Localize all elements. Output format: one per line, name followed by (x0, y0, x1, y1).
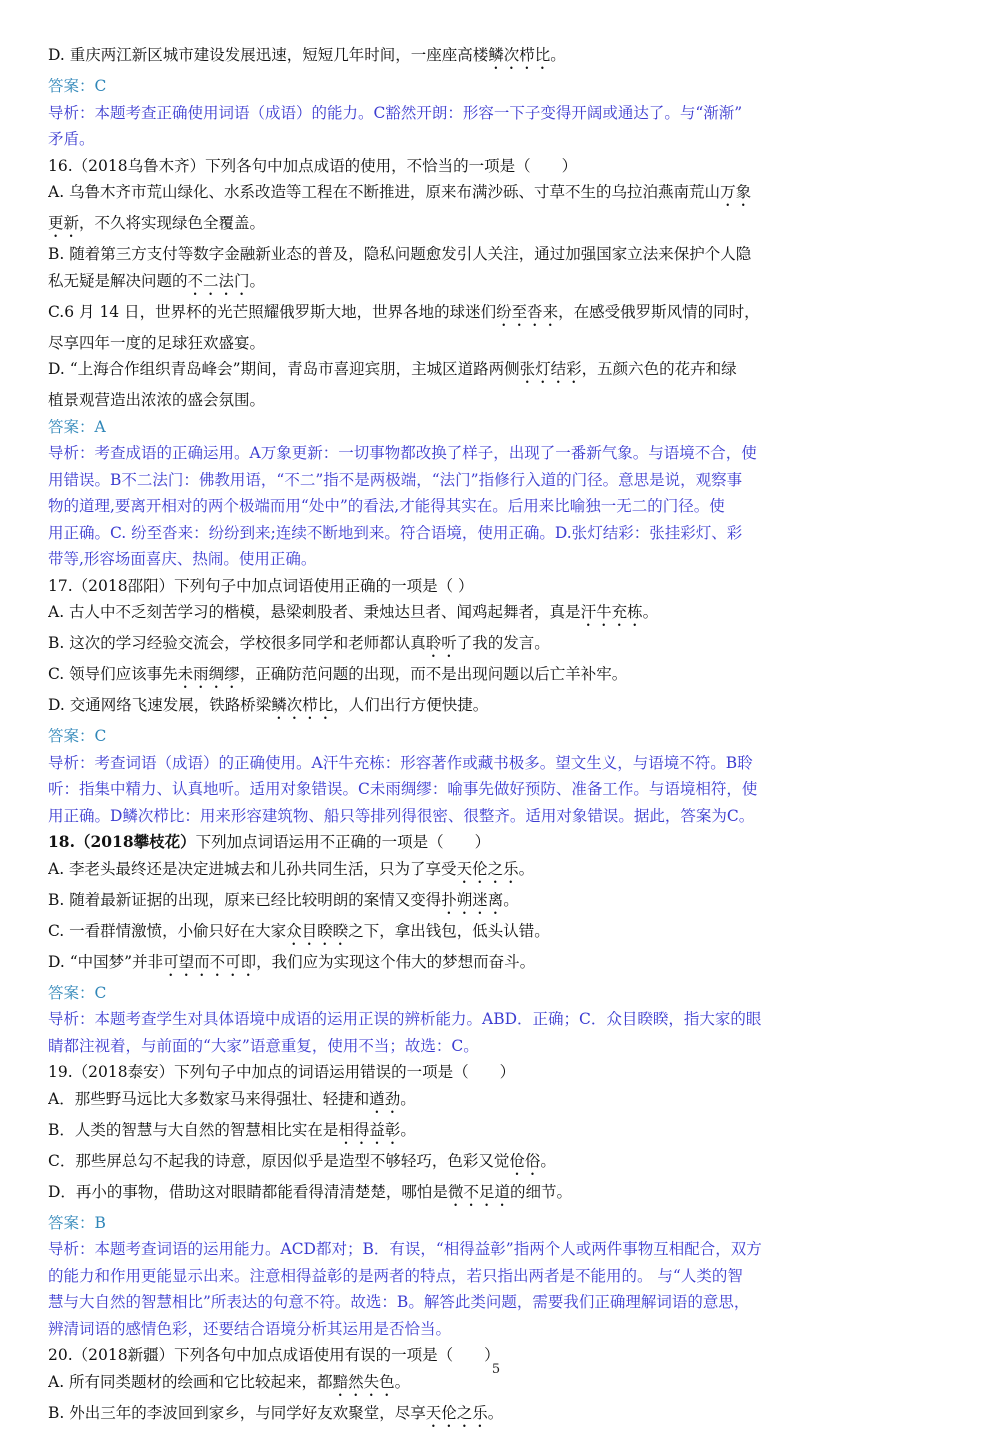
question-line (48, 856, 944, 887)
analysis-line (48, 126, 944, 153)
line-text: 。 (400, 1120, 416, 1139)
question-line (48, 179, 944, 210)
line-text: 答案：C (48, 983, 107, 1002)
question-line (48, 661, 944, 692)
question-line (48, 1117, 944, 1148)
emphasized-idiom: 汗牛充栋 (580, 603, 643, 621)
line-text: 睛都注视着，与前面的“大家”语意重复，使用不当；故选：C。 (48, 1036, 479, 1055)
question-line (48, 210, 944, 241)
analysis-line (48, 1236, 944, 1263)
analysis-line (48, 1316, 944, 1343)
question-line (48, 949, 944, 980)
line-text: 植景观营造出浓浓的盛会氛围。 (48, 391, 266, 409)
question-line (48, 630, 944, 661)
line-text: ，不久将实现绿色全覆盖。 (79, 214, 266, 232)
answer-line (48, 723, 944, 750)
line-text: C.6 月 14 日，世界杯的光芒照耀俄罗斯大地，世界各地的球迷们 (48, 302, 497, 321)
line-text: C. 领导们应该事先 (48, 665, 178, 683)
question-line (48, 887, 944, 918)
question-line (48, 42, 944, 73)
line-text: 导析：本题考查词语的运用能力。ACD都对；B．有误，“相得益彰”指两个人或两件事物互相配合，双方 (48, 1240, 762, 1258)
line-text: 带等,形容场面喜庆、热闹。使用正确。 (48, 550, 317, 568)
line-text: 用错误。B不二法门：佛教用语，“不二”指不是两极端，“法门”指修行入道的门径。意思是说，观察事 (48, 470, 743, 489)
line-text: D. “中国梦”并非 (48, 952, 164, 971)
emphasized-idiom: 扑朔迷离 (441, 890, 504, 909)
line-text: 。 (400, 1089, 416, 1108)
line-text: 。 (550, 46, 566, 64)
question-line (48, 1086, 944, 1117)
emphasized-idiom: 遒劲 (369, 1089, 401, 1108)
line-text: 听：指集中精力、认真地听。适用对象错误。C未雨绸缪：喻事先做好预防、准备工作。与语境相符，使 (48, 780, 758, 798)
line-text: 。 (503, 890, 519, 909)
answer-line (48, 1210, 944, 1237)
analysis-line (48, 1033, 944, 1060)
line-text: 用正确。D鳞次栉比：用来形容建筑物、船只等排列得很密、很整齐。适用对象错误。据此，答案为C。 (48, 806, 755, 825)
emphasized-idiom: 黯然失色 (332, 1372, 395, 1391)
emphasized-idiom: 天伦之乐 (456, 859, 519, 878)
line-text: 答案：A (48, 417, 106, 436)
line-text: 物的道理,要离开相对的两个极端而用“处中”的看法,才能得其实在。后用来比喻独一无二的门径。使 (48, 497, 725, 515)
answer-line (48, 73, 944, 100)
analysis-line (48, 546, 944, 573)
question-line (48, 829, 944, 856)
line-text: D. 交通网络飞速发展，铁路桥梁 (48, 696, 272, 714)
question-line (48, 573, 944, 600)
question-line (48, 330, 944, 357)
line-text: ，人们出行方便快捷。 (333, 696, 489, 714)
emphasized-idiom: 伧俗 (509, 1151, 541, 1170)
question-line (48, 1148, 944, 1179)
analysis-line (48, 776, 944, 803)
line-text: B. 随着第三方支付等数字金融新业态的普及，隐私问题愈发引人关注，通过加强国家立法来保护个人隐 (48, 245, 752, 263)
question-line (48, 1179, 944, 1210)
line-text: 答案：C (48, 77, 107, 95)
emphasized-idiom: 可望而不可即 (163, 952, 257, 971)
emphasized-idiom: 聆听 (425, 634, 457, 652)
question-line (48, 692, 944, 723)
analysis-line (48, 467, 944, 494)
answer-line (48, 980, 944, 1007)
line-text: 。 (642, 603, 659, 621)
line-text: 20.（2018新疆）下列各句中加点成语使用有误的一项是（ ） (48, 1346, 500, 1364)
line-text: 矛盾。 (48, 130, 95, 148)
line-text: 之下，拿出钱包，低头认错。 (348, 921, 550, 940)
emphasized-idiom: 张灯结彩 (519, 360, 582, 378)
line-text: 导析：考查成语的正确运用。A万象更新：一切事物都改换了样子，出现了一番新气象。与语境不合，使 (48, 444, 757, 462)
emphasized-idiom: 众目睽睽 (286, 921, 349, 940)
analysis-line (48, 520, 944, 547)
line-text: A. 乌鲁木齐市荒山绿化、水系改造等工程在不断推进，原来布满沙砾、寸草不生的乌拉泊燕南荒山 (48, 183, 721, 201)
question-line (48, 241, 944, 268)
line-text: 导析：考查词语（成语）的正确使用。A汗牛充栋：形容著作或藏书极多。望文生义，与语境不符。B聆 (48, 753, 753, 772)
line-text: 。 (394, 1372, 411, 1391)
line-text: A. 所有同类题材的绘画和它比较起来，都 (48, 1372, 333, 1391)
analysis-line (48, 1006, 944, 1033)
analysis-line (48, 493, 944, 520)
emphasized-idiom: 万象 (720, 183, 752, 201)
analysis-line (48, 803, 944, 830)
analysis-line (48, 100, 944, 127)
line-text: 答案：B (48, 1213, 106, 1232)
line-text: B. 随着最新证据的出现，原来已经比较明朗的案情又变得 (48, 890, 442, 909)
emphasized-idiom: 微不足道 (447, 1182, 510, 1201)
line-text: 的能力和作用更能显示出来。注意相得益彰的是两者的特点，若只指出两者是不能用的。 与“人类的智 (48, 1266, 743, 1285)
line-text: 用正确。C. 纷至沓来：纷纷到来;连续不断地到来。符合语境，使用正确。D.张灯结彩：张挂彩灯、彩 (48, 523, 743, 542)
line-text: 17.（2018邵阳）下列句子中加点词语使用正确的一项是（ ） (48, 576, 474, 595)
page-number: 5 (491, 1362, 501, 1377)
line-text: 私无疑是解决问题的 (48, 271, 188, 290)
emphasized-idiom: 相得益彰 (338, 1120, 401, 1139)
emphasized-idiom: 更新 (48, 214, 80, 232)
emphasized-idiom: 不二法门 (187, 271, 250, 290)
line-text: 导析：本题考查正确使用词语（成语）的能力。C豁然开朗：形容一下子变得开阔或通达了。与“渐渐” (48, 103, 743, 122)
line-text: C．那些屏总勾不起我的诗意，原因似乎是造型不够轻巧，色彩又觉 (48, 1151, 510, 1170)
question-line (48, 918, 944, 949)
line-text: B．人类的智慧与大自然的智慧相比实在是 (48, 1120, 339, 1139)
line-text: 导析：本题考查学生对具体语境中成语的运用正误的辨析能力。ABD．正确；C．众目睽睽，指大家的眼 (48, 1010, 762, 1028)
question-line (48, 153, 944, 180)
line-text: D. 重庆两江新区城市建设发展迅速，短短几年时间，一座座高楼 (48, 46, 489, 64)
answer-line (48, 414, 944, 441)
emphasized-idiom: 天伦之乐 (425, 1403, 488, 1422)
question-line (48, 1400, 944, 1431)
question-number: 18.（2018攀枝花） (48, 832, 196, 851)
question-line (48, 356, 944, 387)
line-text: D．再小的事物，借助这对眼睛都能看得清清楚楚，哪怕是 (48, 1182, 448, 1201)
line-text: 尽享四年一度的足球狂欢盛宴。 (48, 333, 266, 352)
line-text: ，我们应为实现这个伟大的梦想而奋斗。 (256, 952, 536, 971)
emphasized-idiom: 未雨绸缪 (177, 665, 240, 683)
line-text: ，正确防范问题的出现，而不是出现问题以后亡羊补牢。 (239, 665, 628, 683)
line-text: ，五颜六色的花卉和绿 (581, 360, 737, 378)
question-line (48, 599, 944, 630)
line-text: 16.（2018乌鲁木齐）下列各句中加点成语的使用，不恰当的一项是（ ） (48, 156, 578, 175)
line-text: 下列加点词语运用不正确的一项是（ ） (195, 833, 491, 851)
line-text: 答案：C (48, 727, 107, 745)
emphasized-idiom: 鳞次栉比 (488, 46, 551, 64)
analysis-line (48, 750, 944, 777)
line-text: A. 李老头最终还是决定进城去和儿孙共同生活，只为了享受 (48, 859, 457, 878)
document-page (48, 42, 944, 1431)
question-line (48, 1059, 944, 1086)
question-line (48, 268, 944, 299)
line-text: A. 古人中不乏刻苦学习的楷模，悬梁刺股者、秉烛达旦者、闻鸡起舞者，真是 (48, 603, 581, 621)
emphasized-idiom: 纷至沓来 (496, 302, 559, 321)
line-text: B. 这次的学习经验交流会，学校很多同学和老师都认真 (48, 634, 426, 652)
line-text: A．那些野马远比大多数家马来得强壮、轻捷和 (48, 1089, 370, 1108)
question-line (48, 387, 944, 414)
analysis-line (48, 440, 944, 467)
line-text: 。 (518, 859, 535, 878)
line-text: 。 (249, 271, 266, 290)
line-text: 慧与大自然的智慧相比”所表达的句意不符。故选：B。解答此类问题，需要我们正确理解词语的意思， (48, 1293, 750, 1311)
emphasized-idiom: 鳞次栉比 (271, 696, 334, 714)
question-line (48, 299, 944, 330)
line-text: D. “上海合作组织青岛峰会”期间，青岛市喜迎宾朋，主城区道路两侧 (48, 360, 520, 378)
line-text: 辨清词语的感情色彩，还要结合语境分析其运用是否恰当。 (48, 1319, 452, 1338)
analysis-line (48, 1289, 944, 1316)
line-text: 。 (540, 1151, 556, 1170)
analysis-line (48, 1263, 944, 1290)
line-text: 了我的发言。 (456, 634, 550, 652)
line-text: C. 一看群情激愤，小偷只好在大家 (48, 921, 287, 940)
line-text: B. 外出三年的李波回到家乡，与同学好友欢聚堂，尽享 (48, 1403, 426, 1422)
line-text: 19.（2018泰安）下列句子中加点的词语运用错误的一项是（ ） (48, 1063, 516, 1081)
line-text: 。 (487, 1403, 504, 1422)
line-text: ，在感受俄罗斯风情的同时， (558, 302, 760, 321)
line-text: 的细节。 (509, 1182, 572, 1201)
